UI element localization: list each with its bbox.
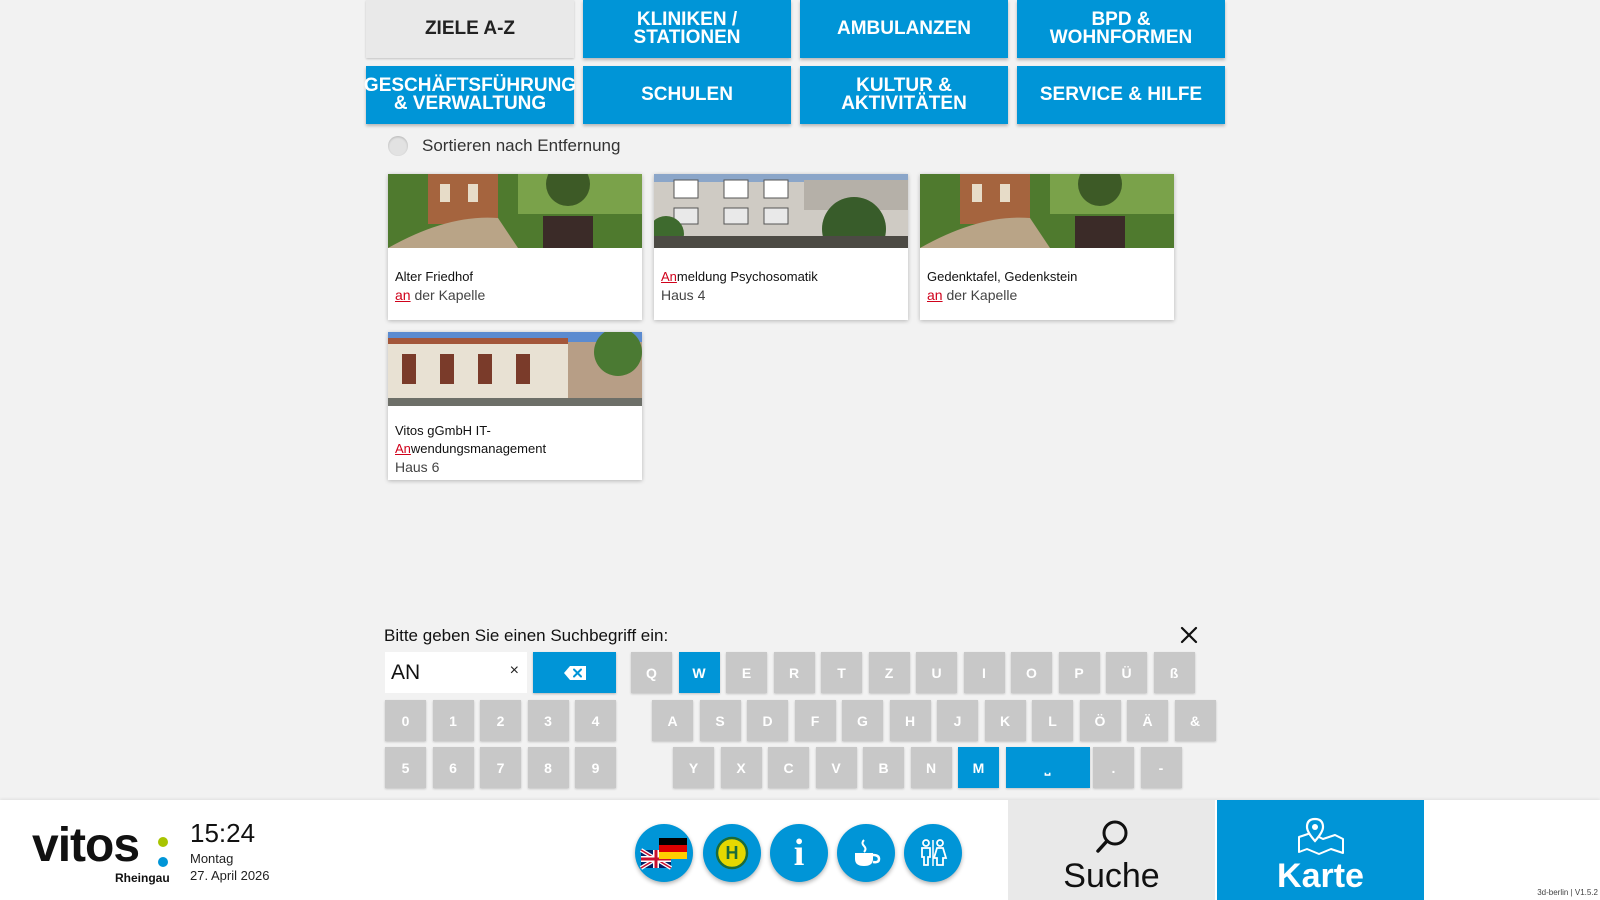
card-title: Gedenktafel, Gedenkstein bbox=[927, 269, 1078, 284]
match-highlight: an bbox=[395, 287, 411, 303]
key-ü[interactable]: Ü bbox=[1106, 652, 1147, 693]
card-title-rest: wendungsmanagement bbox=[410, 441, 547, 456]
cafe-button[interactable] bbox=[837, 824, 895, 882]
search-nav-button[interactable] bbox=[1008, 800, 1215, 900]
key-l[interactable]: L bbox=[1032, 700, 1073, 741]
key-6[interactable]: 6 bbox=[433, 747, 474, 788]
key-o[interactable]: O bbox=[1011, 652, 1052, 693]
info-icon: i bbox=[793, 832, 805, 874]
result-card[interactable] bbox=[388, 174, 642, 320]
key-b[interactable]: B bbox=[863, 747, 904, 788]
key-i[interactable]: I bbox=[964, 652, 1005, 693]
match-highlight: An bbox=[395, 441, 411, 456]
card-subtitle: Haus 6 bbox=[395, 459, 440, 475]
search-query: AN bbox=[391, 660, 421, 684]
card-subtitle bbox=[927, 286, 1167, 304]
key-c[interactable]: C bbox=[768, 747, 809, 788]
key-7[interactable]: 7 bbox=[480, 747, 521, 788]
key-1[interactable]: 1 bbox=[433, 700, 474, 741]
key-s[interactable]: S bbox=[700, 700, 741, 741]
sort-label: Sortieren nach Entfernung bbox=[422, 136, 621, 155]
key-e[interactable]: E bbox=[726, 652, 767, 693]
sort-by-distance[interactable] bbox=[388, 136, 620, 156]
card-photo bbox=[654, 174, 908, 248]
close-icon[interactable] bbox=[1178, 624, 1200, 646]
key-ö[interactable]: Ö bbox=[1080, 700, 1121, 741]
search-prompt: Bitte geben Sie einen Suchbegriff ein: bbox=[384, 626, 669, 645]
key-r[interactable]: R bbox=[774, 652, 815, 693]
card-title: Alter Friedhof bbox=[395, 269, 474, 284]
card-photo bbox=[920, 174, 1174, 248]
key-4[interactable]: 4 bbox=[575, 700, 616, 741]
card-photo bbox=[388, 332, 642, 406]
clock-weekday: Montag bbox=[190, 851, 234, 866]
key-space[interactable]: ⎵ bbox=[1006, 747, 1090, 788]
vitos-logo: vitos bbox=[32, 819, 140, 872]
version-label: 3d-berlin | V1.5.2 bbox=[1537, 888, 1598, 897]
map-pin-icon bbox=[1295, 817, 1347, 855]
card-title bbox=[395, 440, 635, 458]
clock-date: 27. April 2026 bbox=[190, 868, 270, 883]
key-0[interactable]: 0 bbox=[385, 700, 426, 741]
key-f[interactable]: F bbox=[795, 700, 836, 741]
backspace-button[interactable] bbox=[533, 652, 616, 693]
key-g[interactable]: G bbox=[842, 700, 883, 741]
backspace-icon bbox=[564, 666, 586, 680]
key-k[interactable]: K bbox=[985, 700, 1026, 741]
key-period[interactable]: . bbox=[1093, 747, 1134, 788]
language-flag-icon bbox=[635, 824, 693, 882]
match-highlight: an bbox=[927, 287, 943, 303]
card-subtitle-rest: der Kapelle bbox=[942, 287, 1018, 303]
cafe-icon bbox=[850, 837, 882, 869]
category-schulen[interactable]: SCHULEN bbox=[583, 66, 791, 124]
search-nav-label: Suche bbox=[1063, 857, 1160, 895]
card-title-line1: Vitos gGmbH IT- bbox=[395, 423, 491, 438]
key-2[interactable]: 2 bbox=[480, 700, 521, 741]
category-geschaeftsfuehrung[interactable] bbox=[363, 66, 577, 124]
result-card[interactable] bbox=[388, 332, 642, 480]
key-v[interactable]: V bbox=[816, 747, 857, 788]
match-highlight: An bbox=[661, 269, 677, 284]
map-nav-label: Karte bbox=[1277, 857, 1364, 895]
svg-text:H: H bbox=[725, 843, 739, 863]
key-t[interactable]: T bbox=[821, 652, 862, 693]
key-a[interactable]: A bbox=[652, 700, 693, 741]
card-subtitle-rest: der Kapelle bbox=[410, 287, 486, 303]
card-subtitle: Haus 4 bbox=[661, 287, 706, 303]
category-service-hilfe[interactable]: SERVICE & HILFE bbox=[1017, 66, 1225, 124]
key-8[interactable]: 8 bbox=[528, 747, 569, 788]
category-label-line2: & VERWALTUNG bbox=[393, 93, 547, 114]
category-label-line1: GESCHÄFTSFÜHRUNG bbox=[363, 75, 577, 96]
search-icon bbox=[1092, 819, 1132, 855]
key-y[interactable]: Y bbox=[673, 747, 714, 788]
key-z[interactable]: Z bbox=[869, 652, 910, 693]
info-button[interactable] bbox=[770, 824, 828, 882]
card-photo bbox=[388, 174, 642, 248]
map-nav-button[interactable] bbox=[1217, 800, 1424, 900]
key-w[interactable]: W bbox=[679, 652, 720, 693]
key-5[interactable]: 5 bbox=[385, 747, 426, 788]
card-title bbox=[661, 268, 901, 286]
key-&[interactable]: & bbox=[1175, 700, 1216, 741]
key-x[interactable]: X bbox=[721, 747, 762, 788]
category-kliniken-stationen[interactable]: KLINIKEN / STATIONEN bbox=[583, 0, 791, 58]
result-card[interactable] bbox=[920, 174, 1174, 320]
search-input[interactable] bbox=[385, 652, 527, 693]
key-n[interactable]: N bbox=[911, 747, 952, 788]
card-subtitle bbox=[395, 286, 635, 304]
clear-input-icon[interactable]: × bbox=[509, 662, 519, 679]
key-d[interactable]: D bbox=[747, 700, 788, 741]
category-ziele-az[interactable]: ZIELE A-Z bbox=[366, 0, 574, 58]
logo-dots-icon bbox=[158, 836, 168, 870]
language-button[interactable] bbox=[635, 824, 693, 882]
key-q[interactable]: Q bbox=[631, 652, 672, 693]
toilet-button[interactable] bbox=[904, 824, 962, 882]
key-p[interactable]: P bbox=[1059, 652, 1100, 693]
card-title-rest: meldung Psychosomatik bbox=[676, 269, 818, 284]
bus-stop-icon bbox=[715, 836, 749, 870]
key-ß[interactable]: ß bbox=[1154, 652, 1195, 693]
key-j[interactable]: J bbox=[937, 700, 978, 741]
key-m[interactable]: M bbox=[958, 747, 999, 788]
sort-radio[interactable] bbox=[388, 136, 408, 156]
key-ä[interactable]: Ä bbox=[1127, 700, 1168, 741]
toilet-icon bbox=[917, 837, 949, 869]
key-u[interactable]: U bbox=[916, 652, 957, 693]
key-h[interactable]: H bbox=[890, 700, 931, 741]
logo-region: Rheingau bbox=[115, 871, 170, 885]
key-hyphen[interactable]: - bbox=[1141, 747, 1182, 788]
category-ambulanzen[interactable]: AMBULANZEN bbox=[800, 0, 1008, 58]
clock-time: 15:24 bbox=[190, 818, 256, 848]
category-bpd-wohnformen[interactable]: BPD & WOHNFORMEN bbox=[1017, 0, 1225, 58]
bus-stop-button[interactable] bbox=[703, 824, 761, 882]
key-9[interactable]: 9 bbox=[575, 747, 616, 788]
key-3[interactable]: 3 bbox=[528, 700, 569, 741]
category-kultur-aktivitaeten[interactable]: KULTUR & AKTIVITÄTEN bbox=[800, 66, 1008, 124]
result-card[interactable] bbox=[654, 174, 908, 320]
